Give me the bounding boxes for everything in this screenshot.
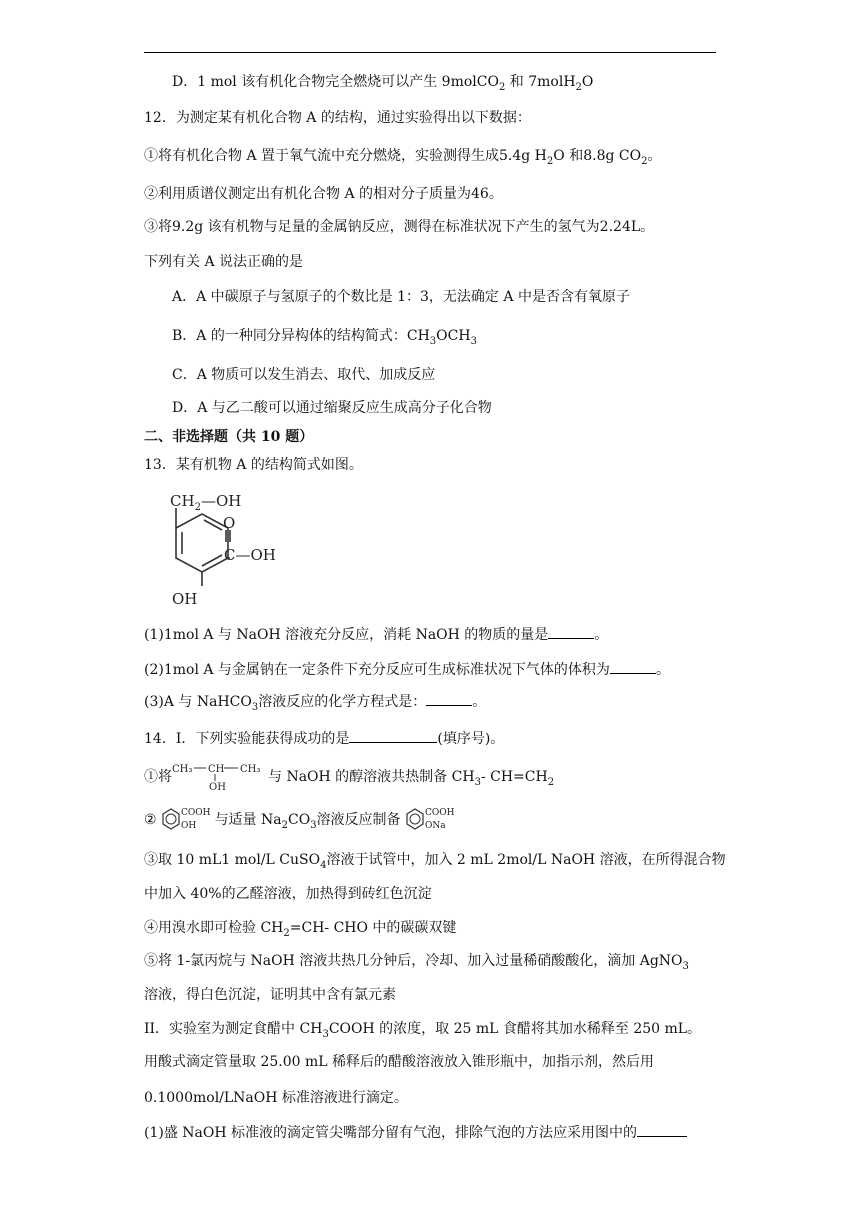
q14-part-ii-line-3: 0.1000mol/LNaOH 标准溶液进行滴定。 <box>144 1090 408 1106</box>
text: 。 <box>472 694 487 710</box>
text: 。 <box>647 148 662 164</box>
text: (填序号)。 <box>437 731 505 747</box>
q12-data-3: ③将9.2g 该有机物与足量的金属钠反应，测得在标准状况下产生的氢气为2.24L。 <box>144 219 655 235</box>
subscript: 2 <box>281 819 288 831</box>
text: ② <box>144 812 157 828</box>
text: (2)1mol A 与金属钠在一定条件下充分反应可生成标准状况下气体的体积为 <box>144 662 610 678</box>
subscript: 3 <box>470 335 477 347</box>
ch-label: CH <box>208 764 225 775</box>
q13-part-3 <box>144 691 486 718</box>
q11-option-d <box>172 72 593 98</box>
text: (1)1mol A 与 NaOH 溶液充分反应，消耗 NaOH 的物质的量是 <box>144 627 549 643</box>
text: 溶液反应制备 <box>316 812 401 828</box>
q13-stem: 13．某有机物 A 的结构简式如图。 <box>144 457 363 473</box>
subscript: 3 <box>474 776 481 788</box>
q12-option-a: A．A 中碳原子与氢原子的个数比是 1：3，无法确定 A 中是否含有氧原子 <box>172 289 630 305</box>
oh-label: OH <box>209 782 226 792</box>
text: (1)盛 NaOH 标准液的滴定管尖嘴部分留有气泡，排除气泡的方法应采用图中的 <box>144 1125 638 1141</box>
q12-data-2: ②利用质谱仪测定出有机化合物 A 的相对分子质量为46。 <box>144 186 503 202</box>
subscript: 2 <box>547 776 555 788</box>
cooh-label: COOH <box>180 808 211 818</box>
structure-diagram-a <box>146 484 306 610</box>
subscript: 2 <box>575 81 582 93</box>
text: 。 <box>655 662 670 678</box>
text: ③取 10 mL1 mol/L CuSO <box>144 852 321 868</box>
subscript: 2 <box>283 927 290 939</box>
q14-item-2 <box>144 806 467 836</box>
answer-blank[interactable] <box>349 728 437 743</box>
oh-label: OH <box>180 821 196 831</box>
q12-option-d: D．A 与乙二酸可以通过缩聚反应生成高分子化合物 <box>172 400 492 416</box>
q14-item-3-line-1 <box>144 850 726 876</box>
subscript: 3 <box>429 335 437 347</box>
subscript: 3 <box>682 960 689 972</box>
text: CO <box>287 812 311 828</box>
q14-part-ii-line-1 <box>144 1019 701 1045</box>
text: 。 <box>594 627 609 643</box>
text: =CH- CHO 中的碳碳双键 <box>289 920 457 936</box>
subscript: 2 <box>498 81 506 93</box>
q14-part-ii-q1 <box>144 1122 687 1143</box>
sodium-salicylate-structure <box>401 806 467 834</box>
text: ①将 <box>144 769 172 785</box>
text: (3)A 与 NaHCO <box>144 694 252 710</box>
subscript: 2 <box>641 155 648 167</box>
text: 与 NaOH 的醇溶液共热制备 CH <box>268 769 475 785</box>
answer-blank[interactable] <box>548 624 594 639</box>
oh-label: OH <box>172 590 198 608</box>
header-rule <box>144 52 716 53</box>
answer-blank[interactable] <box>610 659 656 674</box>
q13-part-1 <box>144 624 608 645</box>
ona-label: ONa <box>424 821 446 831</box>
text: II．实验室为测定食醋中 CH <box>144 1021 323 1037</box>
subscript: 3 <box>310 819 317 831</box>
isopropyl-alcohol-structure <box>172 762 268 792</box>
text: 14．I．下列实验能获得成功的是 <box>144 731 350 747</box>
q12-stem: 12．为测定某有机化合物 A 的结构，通过实验得出以下数据： <box>144 110 531 126</box>
section-heading: 二、非选择题（共 10 题） <box>144 429 314 445</box>
formula: OCH <box>436 328 471 344</box>
q14-stem <box>144 728 504 749</box>
text: O <box>581 74 594 90</box>
q14-item-3-line-2: 中加入 40%的乙醛溶液，加热得到砖红色沉淀 <box>144 886 432 902</box>
o-label: O <box>223 514 236 532</box>
text: COOH 的浓度，取 25 mL 食醋将其加水稀释至 250 mL。 <box>328 1021 702 1037</box>
q14-item-5-line-1 <box>144 951 689 977</box>
text: ①将有机化合物 A 置于氧气流中充分燃烧，实验测得生成5.4g H <box>144 148 547 164</box>
answer-blank[interactable] <box>637 1122 687 1137</box>
q14-item-5-line-2: 溶液，得白色沉淀，证明其中含有氯元素 <box>144 987 396 1003</box>
text: D．1 mol 该有机化合物完全燃烧可以产生 9molCO <box>172 74 499 90</box>
q13-part-2 <box>144 659 670 680</box>
ch3-label: CH₃ <box>172 764 193 775</box>
text: 溶液反应的化学方程式是： <box>258 694 427 710</box>
text: 溶液于试管中，加入 2 mL 2mol/L NaOH 溶液，在所得混合物 <box>326 852 726 868</box>
subscript: 4 <box>320 859 327 871</box>
ring-inner-bond <box>202 555 222 566</box>
ch2-label: $CH_2—OH$ <box>170 492 242 513</box>
text: 和 7molH <box>505 74 576 90</box>
ring-inner-bond <box>204 520 222 530</box>
answer-blank[interactable] <box>426 691 472 706</box>
text: B．A 的一种同分异构体的结构简式： <box>172 328 407 344</box>
cooh-label: COOH <box>424 808 455 818</box>
q12-data-1 <box>144 146 661 172</box>
q12-option-b <box>172 326 477 352</box>
salicylic-acid-structure <box>157 806 215 834</box>
text: 与适量 Na <box>214 812 282 828</box>
formula: CH <box>406 328 430 344</box>
q12-option-c: C．A 物质可以发生消去、取代、加成反应 <box>172 367 436 383</box>
subscript: 3 <box>251 701 259 713</box>
text: ⑤将 1-氯丙烷与 NaOH 溶液共热几分钟后，冷却、加入过量稀硝酸酸化，滴加 AgNO <box>144 953 683 969</box>
subscript: 3 <box>322 1028 329 1040</box>
benzene-ring <box>176 514 228 572</box>
ch3-label: CH₃ <box>240 764 261 775</box>
text: ④用溴水即可检验 CH <box>144 920 284 936</box>
cooh-label: C—OH <box>224 546 276 564</box>
q14-item-1 <box>144 762 554 792</box>
text: - CH=CH <box>480 769 548 785</box>
q12-ask: 下列有关 A 说法正确的是 <box>144 254 304 270</box>
subscript: 2 <box>546 155 554 167</box>
text: O 和8.8g CO <box>553 148 642 164</box>
q14-part-ii-line-2: 用酸式滴定管量取 25.00 mL 稀释后的醋酸溶液放入锥形瓶中，加指示剂，然后用 <box>144 1054 655 1070</box>
q14-item-4 <box>144 918 456 944</box>
